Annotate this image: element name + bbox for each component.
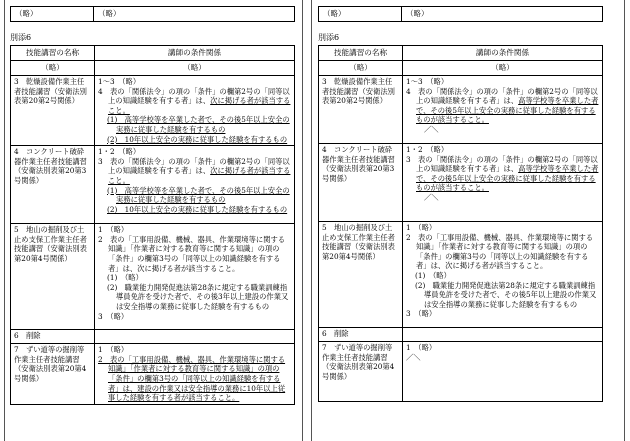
amended-item: (1) 高等学校等を卒業した者で、その後5年以上安全の実務に従事した経験を有するもの — [107, 185, 290, 205]
amended-text: 2 表の「工事用設備、機械、器具、作業環境等に関する知識」「作業者に対する教育等に関する知識」の項の「条件」の欄第3号の「同等以上の知識経験を有する者」は、建設の作業又は安全指導の業務に10年以上従事した経験を有する者が該当すること。 — [98, 354, 286, 403]
clause-number: 1・2 （略） — [406, 145, 449, 154]
amended-item: (1) 高等学校等を卒業した者で、その後5年以上安全の実務に従事した経験を有するもの — [107, 115, 290, 134]
clause-text-part: 3 表の「関係法令」の項の「条件」の欄第2号の「同等以上の知識経験を有する者」は、 — [406, 154, 598, 174]
right-table — [318, 45, 603, 402]
clause-number: 1～3 （略） — [406, 77, 449, 86]
header-course-name: 技能講習の名称 — [319, 46, 403, 61]
course-name-cell: 7 ずい道等の掘削等作業主任者技能講習（安衛法別表第20第4号関係） — [319, 342, 403, 402]
condition-cell — [95, 224, 295, 330]
clause-number: 1～3 （略） — [98, 77, 141, 86]
course-name-cell: 7 ずい道等の掘削等作業主任者技能講習（安衛法別表第20第4号関係） — [11, 344, 95, 405]
table-row — [11, 146, 295, 224]
right-top-row — [318, 6, 603, 22]
course-name-cell: 4 コンクリート破砕器作業主任者技能講習（安衛法別表第20第3号関係） — [11, 146, 95, 224]
table-row — [319, 144, 603, 222]
amended-text: 次に掲げる者が該当すること。 — [108, 166, 291, 185]
table-row — [11, 344, 295, 405]
condition-cell — [403, 342, 603, 402]
table-row — [319, 222, 603, 328]
amended-text: 高等学校等を卒業した者で、その後5年以上安全の実務に従事した経験を有するものが該当すること。 — [416, 164, 599, 193]
left-section-label: 別添6 — [10, 33, 32, 42]
course-name-cell: 6 削除 — [319, 328, 403, 342]
clause-text: 3 （略） — [98, 311, 129, 321]
clause-text: 1 （略） — [406, 343, 437, 352]
header-instructor-conditions: 講師の条件関係 — [95, 46, 295, 61]
clause-item: (1) （略） — [415, 270, 451, 280]
left-top-row — [10, 6, 295, 22]
clause-text-part: 4 表の「関係法令」の項の「条件」の欄第2号の「同等以上の知識経験を有する者」は、 — [98, 86, 290, 106]
table-row — [11, 330, 295, 344]
clause-text: 1 （略） — [98, 225, 129, 235]
course-name-cell: 5 地山の掘削及び土止め支保工作業主任者技能講習（安衛法別表第20第4号関係） — [11, 224, 95, 330]
condition-cell — [95, 146, 295, 224]
omission-mark: ／＼ — [424, 124, 439, 134]
page-border-right — [624, 0, 625, 441]
clause-text: 1 （略） — [98, 345, 129, 355]
right-top-col1: （略） — [319, 7, 402, 21]
clause-number: 1・2 （略） — [98, 147, 141, 157]
clause-item: (2) 職業能力開発促進法第28条に規定する職業訓練指導員免許を受けた者で、その後3年以上建設の作業又は安全指導の業務に従事した経験を有するもの — [107, 282, 289, 311]
page-border-center-left — [302, 0, 303, 441]
course-name-cell: 5 地山の掘削及び土止め支保工作業主任者技能講習（安衛法別表第20第4号関係） — [319, 222, 403, 328]
cell-ryaku: （略） — [319, 61, 403, 76]
course-name-cell: 4 コンクリート破砕器作業主任者技能講習（安衛法別表第20第3号関係） — [319, 144, 403, 222]
table-row — [319, 342, 603, 402]
table-header-row — [319, 46, 603, 61]
clause-text: 2 表の「工事用設備、機械、器具、作業環境等に関する知識」「作業者に対する教育等に関する知識」の項の「条件」の欄第3号の「同等以上の知識経験を有する者」は、次に掲げる者が該当すること。 — [406, 232, 594, 271]
course-name-cell: 6 削除 — [11, 330, 95, 344]
clause-text: 2 表の「工事用設備、機械、器具、作業環境等に関する知識」「作業者に対する教育等に関する知識」の項の「条件」の欄第3号の「同等以上の知識経験を有する者」は、次に掲げる者が該当すること。 — [98, 234, 286, 273]
course-name-cell: 3 乾燥設備作業主任者技能講習（安衛法別表第20第2号関係） — [11, 76, 95, 146]
condition-cell — [95, 344, 295, 405]
clause-text — [406, 155, 599, 193]
condition-cell — [403, 76, 603, 144]
clause-text-part: 3 表の「関係法令」の項の「条件」の欄第2号の「同等以上の知識経験を有する者」は、 — [98, 156, 290, 176]
table-row — [11, 224, 295, 330]
right-section-label: 別添6 — [318, 33, 340, 42]
left-top-col1: （略） — [11, 7, 94, 21]
amended-text: 次に掲げる者が該当すること。 — [108, 96, 291, 115]
clause-text — [98, 157, 291, 186]
amended-item: (2) 10年以上安全の実務に従事した経験を有するもの — [107, 134, 288, 144]
clause-text: 1 （略） — [406, 223, 437, 232]
header-instructor-conditions: 講師の条件関係 — [403, 46, 603, 61]
condition-cell — [95, 76, 295, 146]
clause-text-part: 4 表の「関係法令」の項の「条件」の欄第2号の「同等以上の知識経験を有する者」は、 — [406, 86, 598, 106]
page-border-left — [4, 0, 5, 441]
clause-item: (2) 職業能力開発促進法第28条に規定する職業訓練指導員免許を受けた者で、その後5年以上建設の作業又は安全指導の業務に従事した経験を有するもの — [415, 280, 597, 309]
header-course-name: 技能講習の名称 — [11, 46, 95, 61]
clause-text — [98, 87, 291, 116]
cell-ryaku: （略） — [11, 61, 95, 76]
table-row — [11, 61, 295, 76]
right-top-col2: （略） — [406, 9, 429, 18]
left-table — [10, 45, 295, 405]
clause-text: 3 （略） — [406, 309, 437, 319]
clause-text — [406, 87, 599, 125]
table-row — [319, 328, 603, 342]
condition-cell — [403, 144, 603, 222]
amended-text: 高等学校等を卒業した者で、その後5年以上安全の実務に従事した経験を有するものが該当すること。 — [416, 96, 599, 125]
condition-cell — [403, 328, 603, 342]
condition-cell — [95, 330, 295, 344]
omission-mark: ／＼ — [424, 192, 439, 202]
table-header-row — [11, 46, 295, 61]
left-top-col2: （略） — [98, 9, 121, 18]
condition-cell — [403, 222, 603, 328]
cell-ryaku: （略） — [403, 61, 603, 76]
omission-mark: ／＼ — [406, 352, 421, 362]
clause-item: (1) （略） — [107, 273, 143, 283]
table-row — [319, 61, 603, 76]
page-border-center-right — [311, 0, 312, 441]
table-row — [319, 76, 603, 144]
table-row — [11, 76, 295, 146]
cell-ryaku: （略） — [95, 61, 295, 76]
amended-item: (2) 10年以上安全の実務に従事した経験を有するもの — [107, 204, 288, 214]
course-name-cell: 3 乾燥設備作業主任者技能講習（安衛法別表第20第2号関係） — [319, 76, 403, 144]
